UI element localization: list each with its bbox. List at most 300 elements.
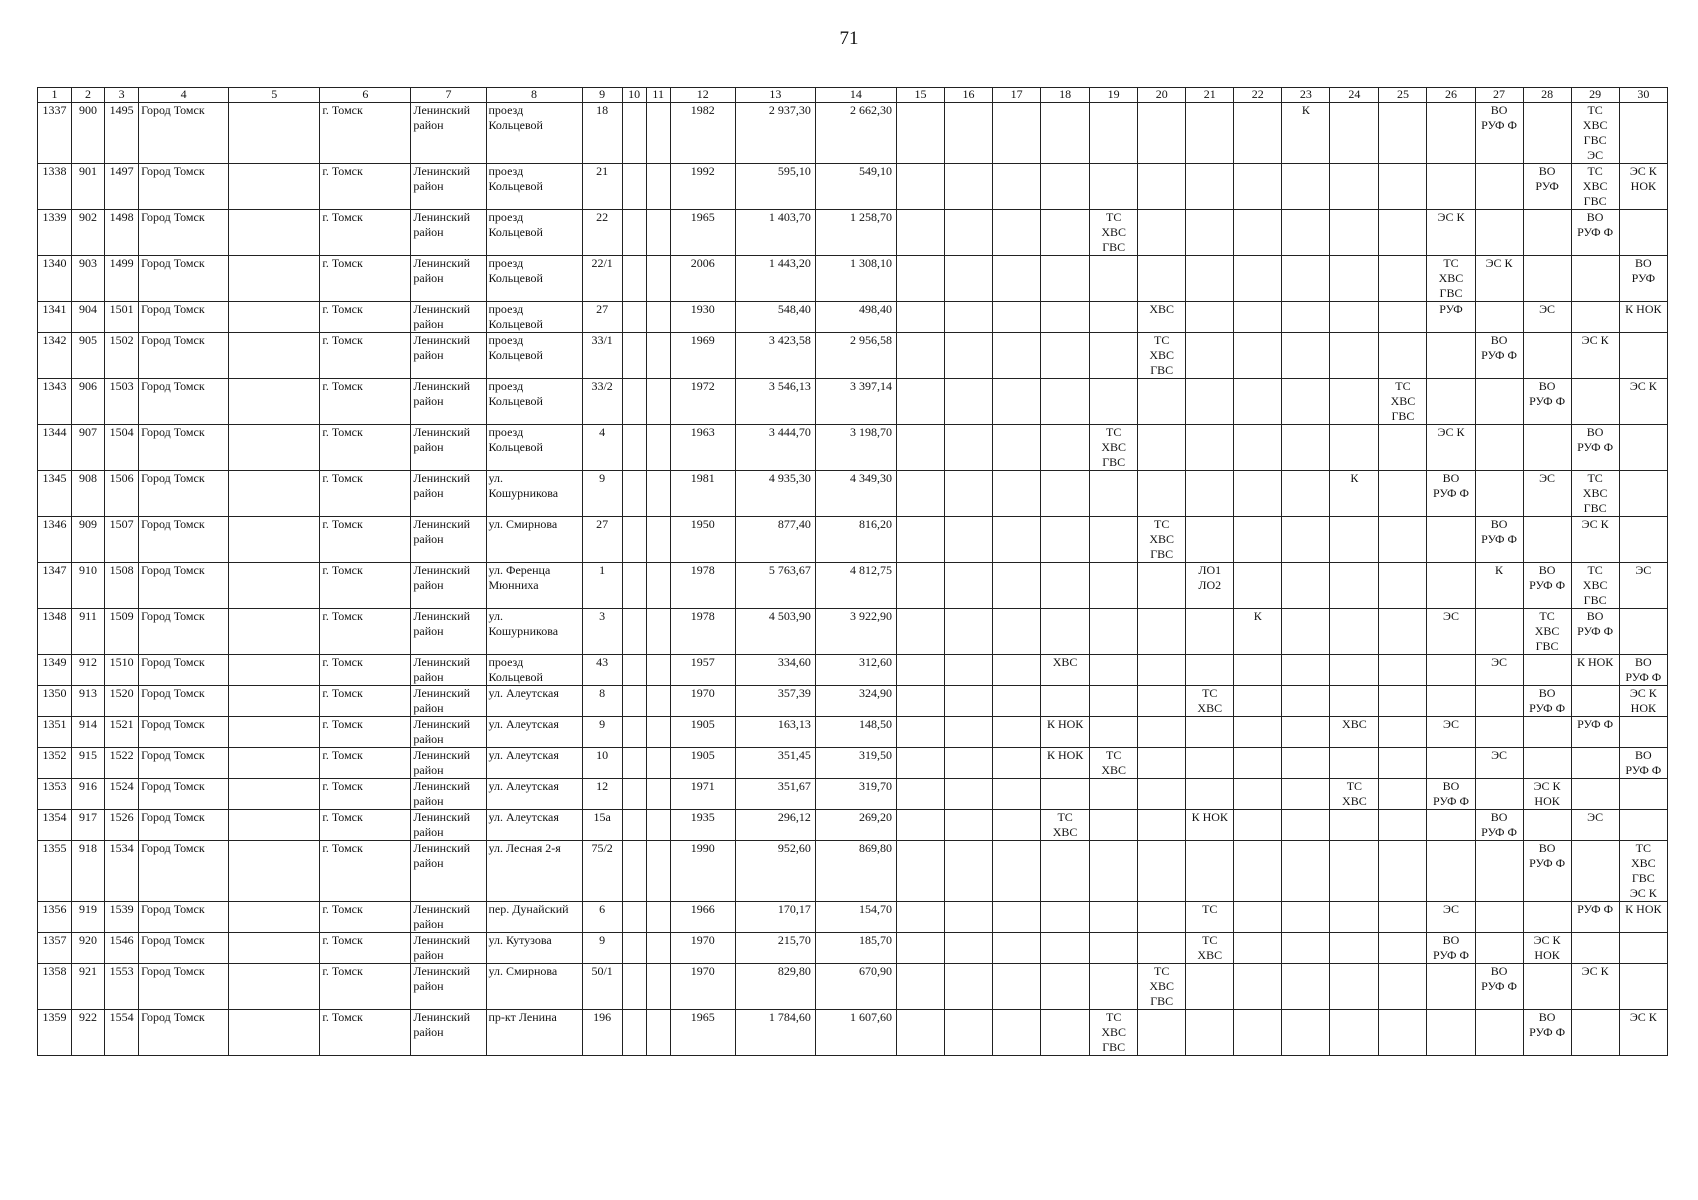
municipality: Город Томск [139,517,229,563]
col-11-cell [646,164,670,210]
settlement-type [229,517,320,563]
record-no: 1357 [38,933,72,964]
locality: г. Томск [320,810,411,841]
object-no: 1499 [105,256,139,302]
col-28-cell: ВО РУФ Ф [1523,563,1571,609]
col-26-cell [1427,517,1475,563]
col-20-cell [1138,655,1186,686]
col-23-cell [1282,210,1330,256]
seq-no: 912 [72,655,105,686]
street: проезд Кольцевой [486,302,582,333]
col-22-cell [1234,563,1282,609]
col-11-cell [646,717,670,748]
col-18-cell [1041,686,1090,717]
build-year: 1990 [670,841,735,902]
living-area: 154,70 [815,902,896,933]
column-number-11: 11 [646,88,670,103]
seq-no: 917 [72,810,105,841]
col-16-cell [945,517,993,563]
table-row [38,964,1668,1010]
col-26-cell: ЭС [1427,902,1475,933]
street: ул. Ференца Мюнниха [486,563,582,609]
house-number: 4 [582,425,622,471]
municipality: Город Томск [139,609,229,655]
col-30-cell [1619,779,1667,810]
total-area: 163,13 [735,717,815,748]
col-21-cell [1186,1010,1234,1056]
column-number-16: 16 [945,88,993,103]
col-25-cell [1379,103,1427,164]
column-number-10: 10 [622,88,646,103]
col-30-cell: ЭС К [1619,1010,1667,1056]
column-number-7: 7 [411,88,486,103]
col-16-cell [945,210,993,256]
col-10-cell [622,563,646,609]
seq-no: 910 [72,563,105,609]
col-26-cell [1427,103,1475,164]
build-year: 1972 [670,379,735,425]
col-23-cell [1282,902,1330,933]
locality: г. Томск [320,779,411,810]
house-number: 1 [582,563,622,609]
total-area: 5 763,67 [735,563,815,609]
col-19-cell [1090,302,1138,333]
object-no: 1522 [105,748,139,779]
col-29-cell [1571,779,1619,810]
col-11-cell [646,1010,670,1056]
col-11-cell [646,609,670,655]
col-26-cell: ВО РУФ Ф [1427,779,1475,810]
col-16-cell [945,748,993,779]
col-26-cell [1427,379,1475,425]
col-26-cell: ЭС К [1427,425,1475,471]
col-29-cell [1571,302,1619,333]
col-15-cell [896,810,944,841]
living-area: 319,70 [815,779,896,810]
total-area: 877,40 [735,517,815,563]
col-10-cell [622,517,646,563]
col-20-cell [1138,748,1186,779]
living-area: 2 956,58 [815,333,896,379]
col-25-cell [1379,256,1427,302]
settlement-type [229,902,320,933]
municipality: Город Томск [139,563,229,609]
col-25-cell [1379,933,1427,964]
record-no: 1358 [38,964,72,1010]
house-number: 12 [582,779,622,810]
col-15-cell [896,779,944,810]
col-15-cell [896,379,944,425]
col-28-cell [1523,103,1571,164]
col-27-cell [1475,425,1523,471]
col-23-cell [1282,302,1330,333]
table-row [38,379,1668,425]
col-30-cell [1619,933,1667,964]
locality: г. Томск [320,425,411,471]
col-25-cell [1379,471,1427,517]
col-19-cell [1090,471,1138,517]
col-26-cell: ЭС [1427,717,1475,748]
col-23-cell [1282,779,1330,810]
house-number: 50/1 [582,964,622,1010]
locality: г. Томск [320,256,411,302]
build-year: 1982 [670,103,735,164]
table-row [38,164,1668,210]
table-row [38,686,1668,717]
col-29-cell: РУФ Ф [1571,717,1619,748]
col-20-cell [1138,810,1186,841]
col-23-cell [1282,379,1330,425]
house-number: 33/1 [582,333,622,379]
col-24-cell [1330,933,1379,964]
col-22-cell [1234,810,1282,841]
house-number: 43 [582,655,622,686]
col-28-cell [1523,256,1571,302]
col-20-cell [1138,471,1186,517]
col-30-cell [1619,425,1667,471]
col-21-cell [1186,655,1234,686]
record-no: 1348 [38,609,72,655]
locality: г. Томск [320,717,411,748]
total-area: 3 444,70 [735,425,815,471]
col-21-cell [1186,779,1234,810]
col-18-cell [1041,902,1090,933]
col-28-cell: ВО РУФ Ф [1523,841,1571,902]
house-number: 196 [582,1010,622,1056]
locality: г. Томск [320,655,411,686]
col-24-cell [1330,810,1379,841]
col-21-cell [1186,103,1234,164]
col-10-cell [622,333,646,379]
column-number-6: 6 [320,88,411,103]
object-no: 1539 [105,902,139,933]
col-23-cell [1282,425,1330,471]
district: Ленинский район [411,686,486,717]
street: пер. Дунайский [486,902,582,933]
seq-no: 921 [72,964,105,1010]
col-25-cell [1379,655,1427,686]
seq-no: 900 [72,103,105,164]
col-10-cell [622,779,646,810]
col-15-cell [896,964,944,1010]
district: Ленинский район [411,333,486,379]
locality: г. Томск [320,841,411,902]
col-19-cell [1090,517,1138,563]
district: Ленинский район [411,841,486,902]
col-17-cell [993,717,1041,748]
object-no: 1506 [105,471,139,517]
col-30-cell: ВО РУФ [1619,256,1667,302]
col-20-cell: ТС ХВС ГВС [1138,964,1186,1010]
col-15-cell [896,302,944,333]
col-20-cell [1138,779,1186,810]
col-28-cell [1523,717,1571,748]
house-number: 9 [582,717,622,748]
col-21-cell [1186,379,1234,425]
col-20-cell [1138,563,1186,609]
seq-no: 908 [72,471,105,517]
col-15-cell [896,563,944,609]
col-19-cell [1090,379,1138,425]
col-17-cell [993,471,1041,517]
col-10-cell [622,748,646,779]
col-29-cell: ТС ХВС ГВС [1571,471,1619,517]
build-year: 1905 [670,717,735,748]
district: Ленинский район [411,933,486,964]
seq-no: 922 [72,1010,105,1056]
record-no: 1343 [38,379,72,425]
col-16-cell [945,655,993,686]
column-number-23: 23 [1282,88,1330,103]
col-11-cell [646,210,670,256]
col-10-cell [622,256,646,302]
settlement-type [229,686,320,717]
col-28-cell: ВО РУФ Ф [1523,379,1571,425]
district: Ленинский район [411,256,486,302]
column-number-24: 24 [1330,88,1379,103]
col-11-cell [646,779,670,810]
col-30-cell: ВО РУФ Ф [1619,748,1667,779]
record-no: 1345 [38,471,72,517]
total-area: 351,67 [735,779,815,810]
column-number-3: 3 [105,88,139,103]
table-row [38,103,1668,164]
col-11-cell [646,655,670,686]
street: ул. Алеутская [486,779,582,810]
col-23-cell [1282,517,1330,563]
col-28-cell [1523,964,1571,1010]
municipality: Город Томск [139,210,229,256]
col-22-cell [1234,425,1282,471]
col-24-cell [1330,164,1379,210]
build-year: 1966 [670,902,735,933]
column-number-5: 5 [229,88,320,103]
column-number-12: 12 [670,88,735,103]
table-row [38,933,1668,964]
locality: г. Томск [320,609,411,655]
column-number-20: 20 [1138,88,1186,103]
col-19-cell: ТС ХВС ГВС [1090,425,1138,471]
col-25-cell [1379,164,1427,210]
street: ул. Кошурникова [486,609,582,655]
col-28-cell: ЭС К НОК [1523,779,1571,810]
col-22-cell [1234,164,1282,210]
col-15-cell [896,1010,944,1056]
col-30-cell [1619,810,1667,841]
col-25-cell [1379,302,1427,333]
col-27-cell: К [1475,563,1523,609]
table-row [38,256,1668,302]
col-19-cell [1090,717,1138,748]
col-27-cell [1475,471,1523,517]
district: Ленинский район [411,964,486,1010]
col-27-cell [1475,686,1523,717]
district: Ленинский район [411,748,486,779]
col-20-cell [1138,609,1186,655]
col-16-cell [945,964,993,1010]
municipality: Город Томск [139,425,229,471]
build-year: 1905 [670,748,735,779]
col-15-cell [896,471,944,517]
house-number: 10 [582,748,622,779]
col-18-cell: К НОК [1041,717,1090,748]
col-30-cell [1619,103,1667,164]
build-year: 1978 [670,563,735,609]
seq-no: 902 [72,210,105,256]
object-no: 1504 [105,425,139,471]
col-22-cell [1234,210,1282,256]
street: ул. Смирнова [486,964,582,1010]
col-29-cell: ТС ХВС ГВС [1571,563,1619,609]
col-25-cell [1379,841,1427,902]
col-21-cell [1186,164,1234,210]
district: Ленинский район [411,779,486,810]
col-16-cell [945,471,993,517]
total-area: 4 935,30 [735,471,815,517]
build-year: 1957 [670,655,735,686]
col-30-cell [1619,964,1667,1010]
municipality: Город Томск [139,655,229,686]
seq-no: 906 [72,379,105,425]
col-29-cell [1571,841,1619,902]
settlement-type [229,933,320,964]
col-20-cell [1138,425,1186,471]
col-28-cell [1523,810,1571,841]
col-25-cell: ТС ХВС ГВС [1379,379,1427,425]
build-year: 1970 [670,686,735,717]
locality: г. Томск [320,964,411,1010]
col-11-cell [646,302,670,333]
col-16-cell [945,779,993,810]
district: Ленинский район [411,810,486,841]
col-11-cell [646,471,670,517]
living-area: 670,90 [815,964,896,1010]
col-23-cell [1282,609,1330,655]
col-16-cell [945,933,993,964]
col-26-cell: ВО РУФ Ф [1427,471,1475,517]
col-23-cell [1282,655,1330,686]
street: ул. Лесная 2-я [486,841,582,902]
table-row [38,517,1668,563]
municipality: Город Томск [139,902,229,933]
col-18-cell [1041,471,1090,517]
street: ул. Кошурникова [486,471,582,517]
column-number-13: 13 [735,88,815,103]
col-30-cell: ЭС К НОК [1619,164,1667,210]
col-18-cell: К НОК [1041,748,1090,779]
object-no: 1501 [105,302,139,333]
col-27-cell: ВО РУФ Ф [1475,333,1523,379]
col-18-cell [1041,302,1090,333]
col-30-cell [1619,333,1667,379]
column-number-8: 8 [486,88,582,103]
col-24-cell [1330,256,1379,302]
col-30-cell [1619,609,1667,655]
col-20-cell [1138,686,1186,717]
col-11-cell [646,933,670,964]
col-29-cell: ЭС К [1571,517,1619,563]
col-27-cell [1475,841,1523,902]
col-11-cell [646,686,670,717]
settlement-type [229,609,320,655]
record-no: 1340 [38,256,72,302]
col-17-cell [993,933,1041,964]
col-24-cell [1330,748,1379,779]
seq-no: 918 [72,841,105,902]
living-area: 549,10 [815,164,896,210]
municipality: Город Томск [139,810,229,841]
col-19-cell [1090,779,1138,810]
col-15-cell [896,164,944,210]
col-22-cell [1234,103,1282,164]
living-area: 148,50 [815,717,896,748]
col-19-cell [1090,964,1138,1010]
district: Ленинский район [411,655,486,686]
col-19-cell [1090,609,1138,655]
col-21-cell: ЛО1 ЛО2 [1186,563,1234,609]
col-16-cell [945,379,993,425]
col-20-cell [1138,164,1186,210]
municipality: Город Томск [139,1010,229,1056]
record-no: 1342 [38,333,72,379]
col-29-cell [1571,748,1619,779]
total-area: 215,70 [735,933,815,964]
col-15-cell [896,655,944,686]
col-24-cell: К [1330,471,1379,517]
col-11-cell [646,902,670,933]
col-16-cell [945,425,993,471]
col-28-cell: ВО РУФ [1523,164,1571,210]
col-10-cell [622,379,646,425]
municipality: Город Томск [139,256,229,302]
col-28-cell [1523,333,1571,379]
living-area: 4 812,75 [815,563,896,609]
col-11-cell [646,425,670,471]
column-number-17: 17 [993,88,1041,103]
build-year: 1978 [670,609,735,655]
total-area: 1 443,20 [735,256,815,302]
col-18-cell [1041,517,1090,563]
seq-no: 907 [72,425,105,471]
col-20-cell [1138,902,1186,933]
settlement-type [229,748,320,779]
seq-no: 903 [72,256,105,302]
col-30-cell: ЭС [1619,563,1667,609]
column-number-29: 29 [1571,88,1619,103]
col-27-cell [1475,164,1523,210]
col-11-cell [646,517,670,563]
object-no: 1508 [105,563,139,609]
col-16-cell [945,256,993,302]
col-17-cell [993,302,1041,333]
living-area: 269,20 [815,810,896,841]
locality: г. Томск [320,164,411,210]
col-28-cell: ЭС [1523,302,1571,333]
record-no: 1347 [38,563,72,609]
col-27-cell: ВО РУФ Ф [1475,964,1523,1010]
col-10-cell [622,609,646,655]
column-number-header [38,88,1668,103]
house-number: 8 [582,686,622,717]
house-number: 18 [582,103,622,164]
house-number: 9 [582,471,622,517]
col-20-cell [1138,256,1186,302]
object-no: 1534 [105,841,139,902]
column-number-30: 30 [1619,88,1667,103]
locality: г. Томск [320,933,411,964]
settlement-type [229,841,320,902]
col-29-cell: К НОК [1571,655,1619,686]
